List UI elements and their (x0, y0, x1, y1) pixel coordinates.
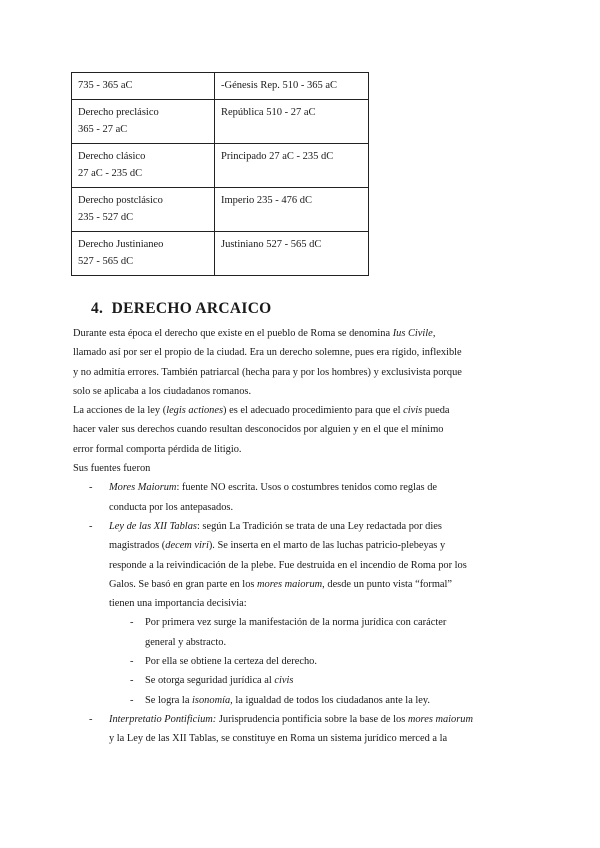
cell-law-period (72, 100, 215, 144)
cell-political-period (215, 232, 369, 276)
periods-table (71, 72, 369, 276)
cell-text: -Génesis Rep. 510 - 365 aC (221, 80, 338, 91)
list-item-interpretatio-pontificium (73, 710, 533, 749)
cell-political-period (215, 188, 369, 232)
cell-law-period (72, 188, 215, 232)
text-line: hacer valer sus derechos cuando resultan desconocidos por alguien y en el que el mínimo (73, 424, 444, 436)
term-mores-maiorum: mores maiorum (257, 578, 323, 590)
term-decem-viri: decem viri (165, 540, 209, 552)
text-line: y no admitía errores. También patriarcal (hecha para y por los hombres) y exclusivista porque (73, 366, 462, 378)
cell-text: Derecho preclásico (78, 107, 159, 118)
list-dash: - (89, 713, 93, 725)
cell-text: Imperio 235 - 476 dC (221, 195, 312, 206)
cell-political-period (215, 144, 369, 188)
term-interpretatio-pontificium: Interpretatio Pontificium: (109, 713, 217, 725)
list-dash: - (89, 482, 93, 494)
term-civis: civis (274, 675, 294, 687)
list-dash: - (89, 520, 93, 532)
cell-text: Derecho Justinianeo (78, 239, 164, 250)
text-run: ). Se inserta en el marto de las luchas patricio-plebeyas y (208, 540, 446, 552)
text-line: solo se aplicaba a los ciudadanos romanos. (73, 385, 252, 397)
text-run: , (432, 328, 436, 339)
paragraph-legis-actiones (73, 401, 533, 459)
text-line: Por ella se obtiene la certeza del derecho. (145, 656, 317, 668)
table-row (72, 73, 369, 100)
cell-text: Justiniano 527 - 565 dC (221, 239, 322, 250)
table-row (72, 144, 369, 188)
text-run: : fuente NO escrita. Usos o costumbres tenidos como reglas de (176, 482, 438, 494)
text-run: : según La Tradición se trata de una Ley redactada por dies (196, 520, 442, 532)
sources-intro: Sus fuentes fueron (73, 463, 151, 475)
term-mores-maiorum: Mores Maiorum (109, 482, 177, 494)
cell-text: 27 aC - 235 dC (78, 168, 143, 179)
cell-law-period (72, 232, 215, 276)
term-xii-tablas: Ley de las XII Tablas (109, 520, 197, 532)
sublist-item (73, 671, 533, 690)
xii-tablas-sublist (109, 613, 533, 709)
text-line: general y abstracto. (145, 636, 227, 648)
cell-text: Principado 27 aC - 235 dC (221, 151, 334, 162)
list-dash: - (130, 675, 134, 687)
body-text (73, 324, 533, 749)
cell-political-period (215, 100, 369, 144)
text-run: Durante esta época el derecho que existe en el pueblo de Roma se denomina (73, 328, 393, 339)
section-heading (91, 300, 272, 318)
text-run: Jurisprudencia pontificia sobre la base de los (216, 713, 408, 725)
table-row (72, 232, 369, 276)
text-line: llamado así por ser el propio de la ciudad. Era un derecho solemne, pues era rígido, inflexible (73, 347, 462, 359)
sublist-item (73, 613, 533, 652)
cell-text: Derecho clásico (78, 151, 146, 162)
paragraph-ius-civile (73, 324, 533, 401)
text-line: error formal comporta pérdida de litigio. (73, 443, 242, 455)
cell-text: 235 - 527 dC (78, 212, 134, 223)
text-run: Se otorga seguridad jurídica al (145, 675, 275, 687)
cell-text: 735 - 365 aC (78, 80, 133, 91)
term-ius-civile: Ius Civile (392, 328, 433, 339)
cell-text: 365 - 27 aC (78, 124, 128, 135)
term-civis: civis (403, 405, 423, 417)
cell-law-period (72, 144, 215, 188)
text-run: , desde un punto vista “formal” (322, 578, 453, 590)
text-run: magistrados ( (109, 540, 166, 552)
text-line: Por primera vez surge la manifestación de la norma jurídica con carácter (145, 617, 447, 629)
text-line: responde a la reivindicación de la plebe. Fue destruida en el incendio de Roma por los (109, 559, 467, 571)
text-line: conducta por los antepasados. (109, 501, 234, 513)
cell-text: Derecho postclásico (78, 195, 163, 206)
text-run: la igualdad de todos los ciudadanos ante la ley. (232, 694, 431, 706)
section-number: 4. (91, 300, 104, 317)
term-isonomia: isonomía, (192, 694, 233, 706)
cell-text: República 510 - 27 aC (221, 107, 316, 118)
list-item-mores-maiorum (73, 478, 533, 517)
text-run: ) es el adecuado procedimiento para que el (223, 405, 404, 417)
list-dash: - (130, 656, 134, 668)
table-row (72, 100, 369, 144)
sources-list (73, 478, 533, 748)
sublist-item (73, 691, 533, 710)
cell-text: 527 - 565 dC (78, 256, 134, 267)
sublist-item (73, 652, 533, 671)
text-run: La acciones de la ley ( (73, 405, 167, 417)
text-line: y la Ley de las XII Tablas, se constituye en Roma un sistema jurídico merced a la (109, 733, 448, 745)
section-title: DERECHO ARCAICO (111, 300, 272, 317)
table-row (72, 188, 369, 232)
text-run: pueda (422, 405, 450, 417)
text-line: tienen una importancia decisivia: (109, 598, 247, 610)
cell-law-period (72, 73, 215, 100)
text-run: Se logra la (145, 694, 193, 706)
term-mores-maiorum: mores maiorum (407, 713, 473, 725)
list-dash: - (130, 694, 134, 706)
list-item-xii-tablas (73, 517, 533, 710)
term-legis-actiones: legis actiones (166, 405, 224, 417)
cell-political-period (215, 73, 369, 100)
list-dash: - (130, 617, 134, 629)
text-run: Galos. Se basó en gran parte en los (109, 578, 258, 590)
